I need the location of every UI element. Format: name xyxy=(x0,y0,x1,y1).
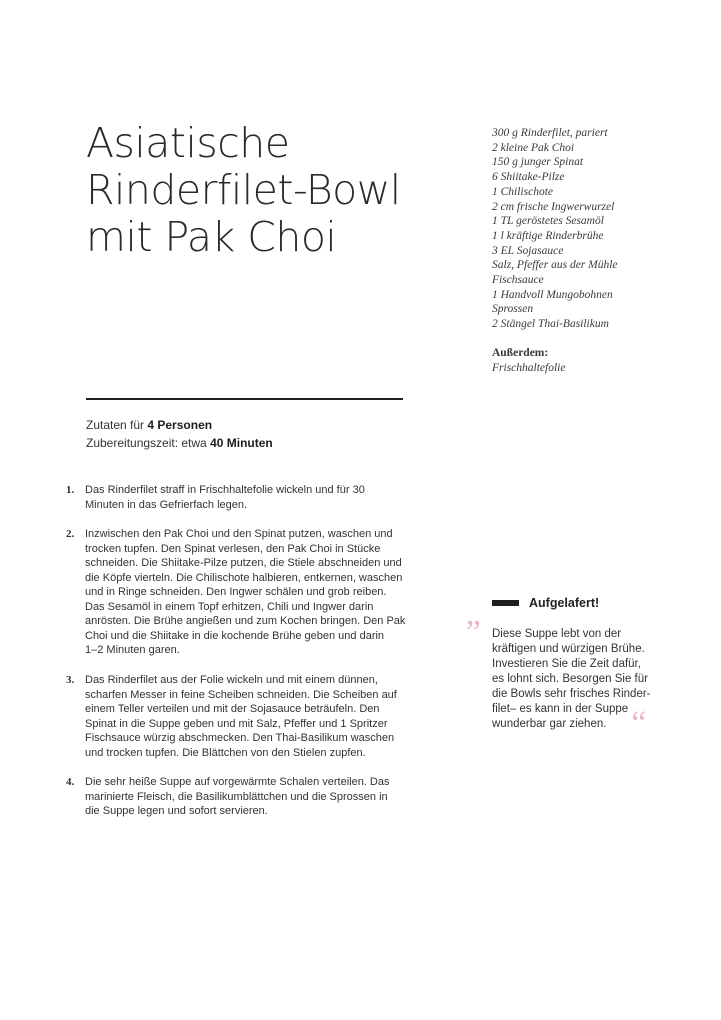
step-line: Das Rinderfilet aus der Folie wickeln und mit einem dünnen, xyxy=(85,674,378,686)
step-line: anrösten. Die Brühe angießen und zum Kochen bringen. Den Pak xyxy=(85,615,406,627)
ingredient-list xyxy=(492,126,692,332)
step-line: einem Teller verteilen und mit der Sojasauce beträufeln. Den xyxy=(85,703,380,715)
extras-value: Frischhaltefolie xyxy=(492,361,566,374)
servings-prefix: Zutaten für xyxy=(86,418,148,432)
extras-label: Außerdem: xyxy=(492,347,549,359)
title-divider xyxy=(86,398,403,400)
ingredient-item: 1 Handvoll Mungobohnen xyxy=(492,288,613,301)
ingredient-item: Sprossen xyxy=(492,303,534,316)
title-line: mit Pak Choi xyxy=(86,213,337,261)
quote-close-icon: “ xyxy=(628,705,647,742)
tip-line: kräftigen und würzigen Brühe. xyxy=(492,643,645,655)
time-prefix: Zubereitungszeit: etwa xyxy=(86,436,211,450)
step-number: 3. xyxy=(66,674,75,686)
tip-line: wunderbar gar ziehen. xyxy=(492,718,607,730)
ingredient-item: Fischsauce xyxy=(492,274,544,287)
step-text xyxy=(85,775,405,819)
step-line: Minuten in das Gefrierfach legen. xyxy=(85,498,248,511)
step-line: und trocken tupfen. Die Blättchen von den Stielen zupfen. xyxy=(85,746,366,759)
ingredient-item: 3 EL Sojasauce xyxy=(492,244,564,257)
tip-line: die Bowls sehr frisches Rinder- xyxy=(492,688,651,700)
step-line: Spinat in die Suppe geben und mit Salz, Pfeffer und 1 Spritzer xyxy=(85,717,388,730)
ingredient-item: 1 Chilischote xyxy=(492,185,554,198)
ingredient-item: 6 Shiitake-Pilze xyxy=(492,171,565,184)
servings-line xyxy=(86,416,273,434)
step-line: Das Rinderfilet straff in Frischhaltefolie wickeln und für 30 xyxy=(85,484,365,496)
step-line: Die sehr heiße Suppe auf vorgewärmte Schalen verteilen. Das xyxy=(85,776,390,788)
step-line: Fischsauce würzig abschmecken. Den Thai-Basilikum waschen xyxy=(85,732,395,744)
tip-line: filet– es kann in der Suppe xyxy=(492,703,629,715)
tip-bar-marker xyxy=(492,600,519,606)
tip-line: es lohnt sich. Besorgen Sie für xyxy=(492,673,648,685)
step-number: 2. xyxy=(66,528,75,540)
quote-open-icon: ” xyxy=(462,614,481,651)
recipe-title xyxy=(86,120,426,261)
step-text xyxy=(85,483,405,512)
tip-line: Investieren Sie die Zeit dafür, xyxy=(492,658,641,670)
step-line: scharfen Messer in feine Scheiben schneiden. Die Scheiben auf xyxy=(85,688,397,701)
step-line: die Köpfe vierteln. Die Chilischote halbieren, entkernen, waschen xyxy=(85,571,403,584)
time-value: 40 Minuten xyxy=(210,436,273,450)
ingredient-item: 2 cm frische Ingwerwurzel xyxy=(492,200,615,213)
step-line: Das Sesamöl in einem Topf erhitzen, Chili und Ingwer darin xyxy=(85,600,374,613)
step-text xyxy=(85,527,405,658)
step-number: 1. xyxy=(66,484,75,496)
tip-title: Aufgelafert! xyxy=(529,596,600,610)
recipe-meta xyxy=(86,416,273,452)
ingredient-item: 150 g junger Spinat xyxy=(492,156,584,169)
ingredient-item: 300 g Rinderfilet, pariert xyxy=(492,127,608,139)
ingredient-item: 2 kleine Pak Choi xyxy=(492,141,575,154)
step-line: Choi und die Shiitake in die kochende Brühe geben und darin xyxy=(85,629,385,642)
ingredient-item: 1 TL geröstetes Sesamöl xyxy=(492,215,604,228)
servings-value: 4 Personen xyxy=(147,418,213,432)
step-line: 1–2 Minuten garen. xyxy=(85,644,180,656)
title-line: Rinderfilet-Bowl xyxy=(86,166,401,214)
step-line: schneiden. Die Shiitake-Pilze putzen, die Stiele abschneiden und xyxy=(85,557,402,569)
step-line: und in Ringe schneiden. Den Ingwer schälen und grob reiben. xyxy=(85,586,387,598)
ingredient-item: Salz, Pfeffer aus der Mühle xyxy=(492,259,618,272)
title-line: Asiatische xyxy=(86,119,290,167)
time-line xyxy=(86,434,273,452)
tip-line: Diese Suppe lebt von der xyxy=(492,628,622,640)
step-text xyxy=(85,673,405,760)
step-number: 4. xyxy=(66,776,75,788)
ingredient-item: 2 Stängel Thai-Basilikum xyxy=(492,318,609,331)
step-line: die Suppe legen und sofort servieren. xyxy=(85,805,268,817)
extras-block xyxy=(492,346,692,375)
step-line: marinierte Fleisch, die Basilikumblättchen und die Sprossen in xyxy=(85,790,388,803)
ingredient-item: 1 l kräftige Rinderbrühe xyxy=(492,229,604,242)
step-line: trocken tupfen. Den Spinat verlesen, den Pak Choi in Stücke xyxy=(85,542,381,555)
step-line: Inzwischen den Pak Choi und den Spinat putzen, waschen und xyxy=(85,528,393,540)
